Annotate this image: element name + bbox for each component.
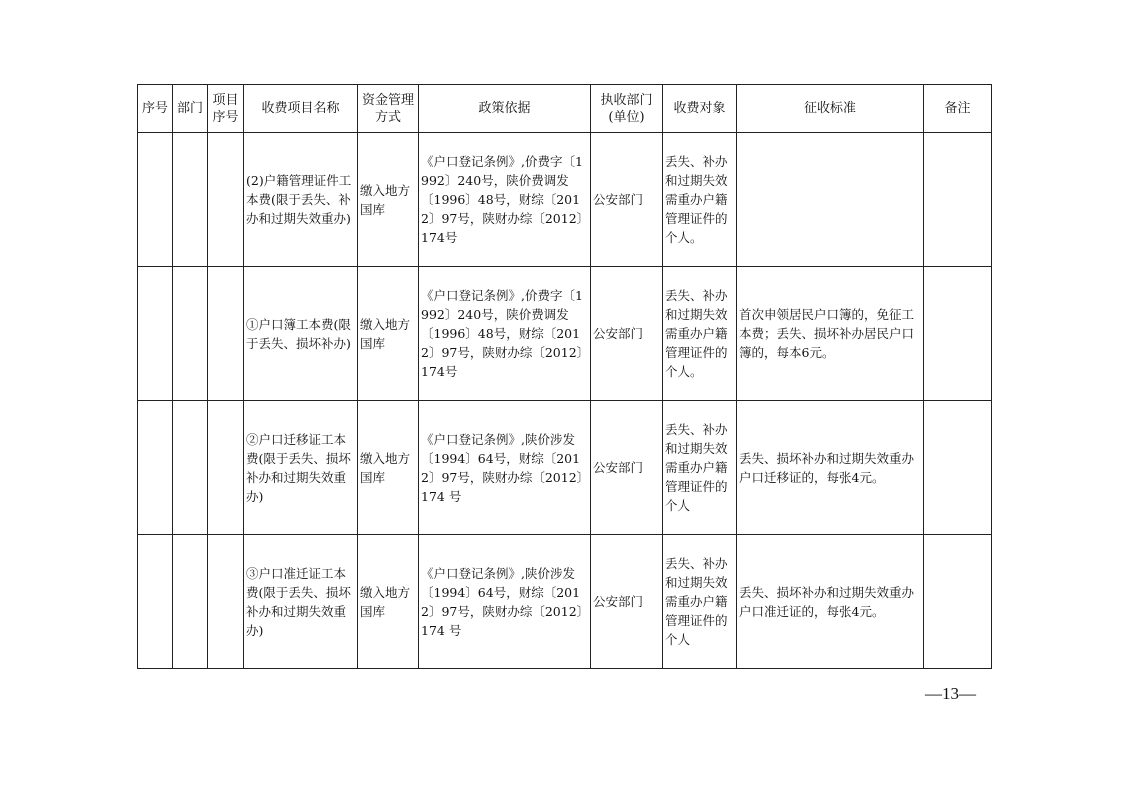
cell-seq <box>138 535 173 669</box>
cell-collector: 公安部门 <box>591 401 663 535</box>
cell-item-name: ①户口簿工本费(限于丢失、损坏补办) <box>244 267 358 401</box>
cell-fund-mgmt: 缴入地方国库 <box>358 267 419 401</box>
cell-note <box>924 535 992 669</box>
cell-target: 丢失、补办和过期失效需重办户籍管理证件的个人。 <box>663 267 737 401</box>
cell-policy: 《户口登记条例》,价费字〔1992〕240号，陕价费调发〔1996〕48号，财综〔2012〕97号，陕财办综〔2012〕174号 <box>419 267 591 401</box>
header-note: 备注 <box>924 85 992 133</box>
cell-fund-mgmt: 缴入地方国库 <box>358 401 419 535</box>
cell-policy: 《户口登记条例》,陕价涉发〔1994〕64号，财综〔2012〕97号，陕财办综〔2012〕174 号 <box>419 401 591 535</box>
cell-item-seq <box>208 535 244 669</box>
cell-note <box>924 267 992 401</box>
cell-item-name: (2)户籍管理证件工本费(限于丢失、补办和过期失效重办) <box>244 133 358 267</box>
page-number: —13— <box>925 684 976 703</box>
cell-item-name: ③户口准迁证工本费(限于丢失、损坏补办和过期失效重办) <box>244 535 358 669</box>
header-dept: 部门 <box>173 85 208 133</box>
cell-collector: 公安部门 <box>591 133 663 267</box>
cell-policy: 《户口登记条例》,价费字〔1992〕240号，陕价费调发〔1996〕48号，财综〔2012〕97号，陕财办综〔2012〕174号 <box>419 133 591 267</box>
fee-table <box>137 84 992 669</box>
cell-dept <box>173 267 208 401</box>
cell-item-seq <box>208 267 244 401</box>
cell-policy: 《户口登记条例》,陕价涉发〔1994〕64号，财综〔2012〕97号，陕财办综〔2012〕174 号 <box>419 535 591 669</box>
cell-collector: 公安部门 <box>591 535 663 669</box>
cell-target: 丢失、补办和过期失效需重办户籍管理证件的个人。 <box>663 133 737 267</box>
cell-dept <box>173 401 208 535</box>
cell-seq <box>138 267 173 401</box>
cell-fund-mgmt: 缴入地方国库 <box>358 535 419 669</box>
header-policy: 政策依据 <box>419 85 591 133</box>
header-standard: 征收标准 <box>737 85 924 133</box>
cell-collector: 公安部门 <box>591 267 663 401</box>
cell-target: 丢失、补办和过期失效需重办户籍管理证件的个人 <box>663 535 737 669</box>
table-header-row <box>138 85 992 133</box>
header-collector: 执收部门 (单位) <box>591 85 663 133</box>
cell-note <box>924 401 992 535</box>
table-row <box>138 267 992 401</box>
cell-standard: 丢失、损坏补办和过期失效重办户口迁移证的，每张4元。 <box>737 401 924 535</box>
cell-standard: 首次申领居民户口簿的，免征工本费；丢失、损坏补办居民户口簿的，每本6元。 <box>737 267 924 401</box>
cell-note <box>924 133 992 267</box>
header-target: 收费对象 <box>663 85 737 133</box>
cell-target: 丢失、补办和过期失效需重办户籍管理证件的个人 <box>663 401 737 535</box>
cell-seq <box>138 401 173 535</box>
cell-standard <box>737 133 924 267</box>
cell-dept <box>173 133 208 267</box>
table-row <box>138 535 992 669</box>
header-item-seq: 项目 序号 <box>208 85 244 133</box>
cell-item-name: ②户口迁移证工本费(限于丢失、损坏补办和过期失效重办) <box>244 401 358 535</box>
cell-dept <box>173 535 208 669</box>
table-row <box>138 401 992 535</box>
cell-item-seq <box>208 401 244 535</box>
cell-fund-mgmt: 缴入地方国库 <box>358 133 419 267</box>
header-seq: 序号 <box>138 85 173 133</box>
header-fund-mgmt: 资金管理 方式 <box>358 85 419 133</box>
header-item-name: 收费项目名称 <box>244 85 358 133</box>
cell-seq <box>138 133 173 267</box>
table-row <box>138 133 992 267</box>
cell-item-seq <box>208 133 244 267</box>
cell-standard: 丢失、损坏补办和过期失效重办户口准迁证的，每张4元。 <box>737 535 924 669</box>
